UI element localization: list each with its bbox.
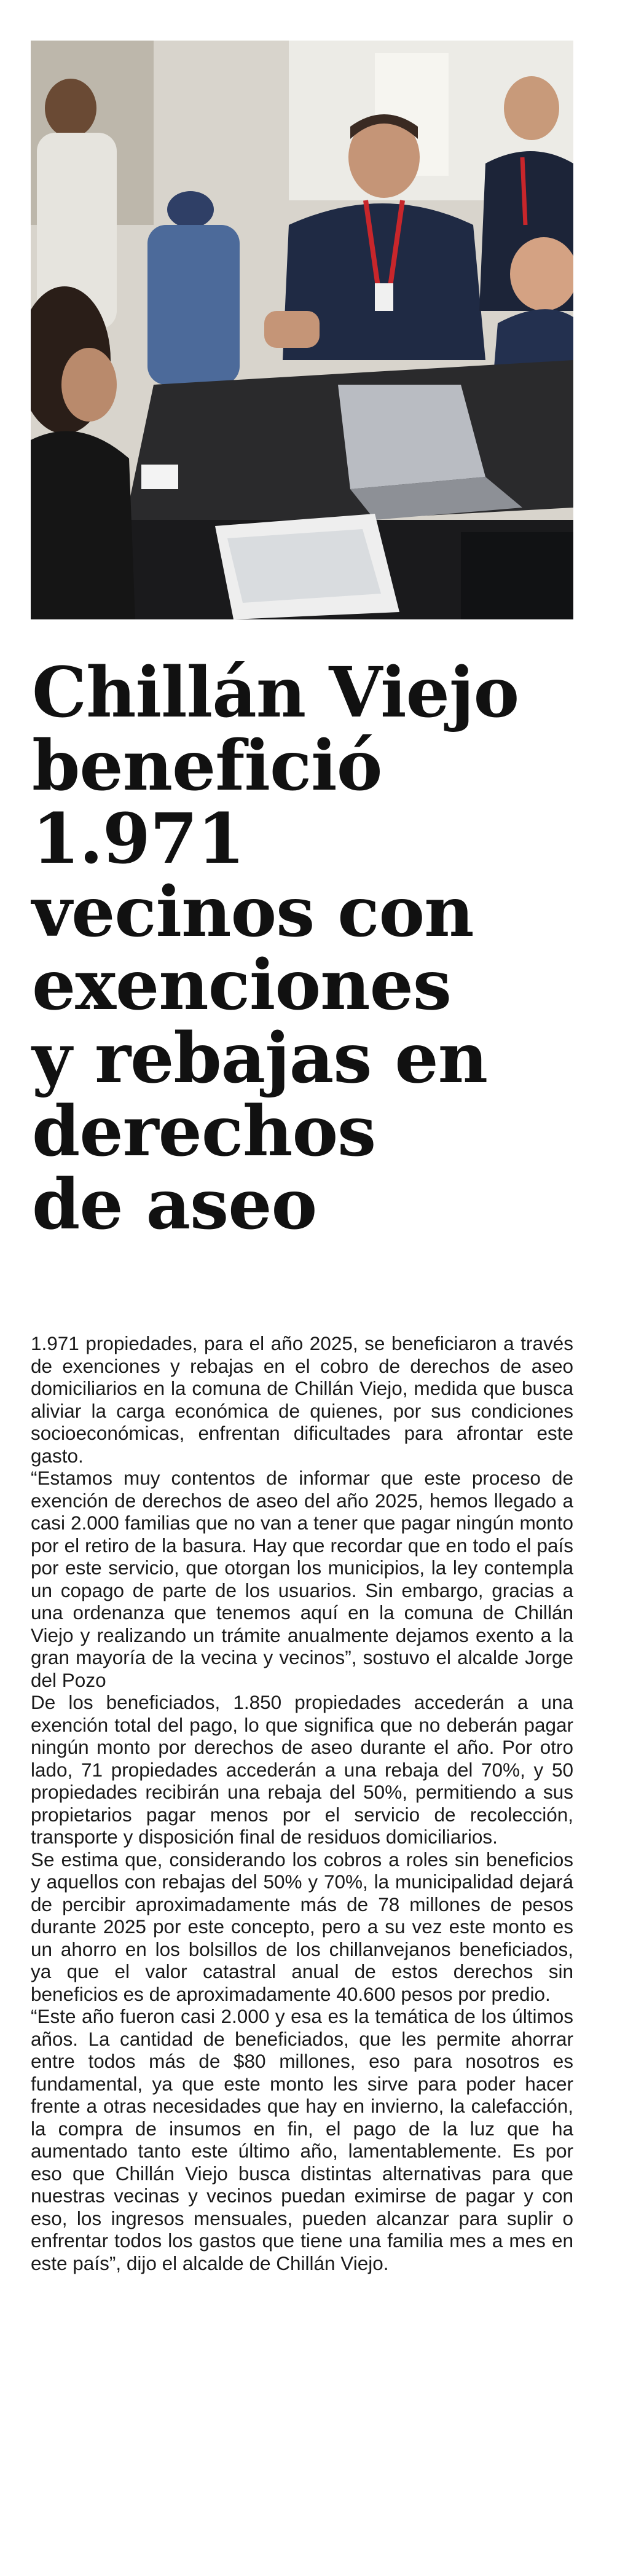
article-photo [31,41,573,619]
headline-line: 1.971 [32,799,245,879]
article-paragraph: De los beneficiados, 1.850 propiedades accederán a una exención total del pago, lo que significa que no deberán pagar ningún monto por derechos de aseo durante el año. Por otro lado, 71 propiedades accederán a una rebaja del 70%, y 50 propiedades recibirán una rebaja del 50%, permitiendo a sus propietarios pagar menos por el servicio de recolección, transporte y disposición final de residuos domiciliarios. [31,1691,573,1848]
headline-line: de aseo [32,1164,317,1245]
article-paragraph: “Este año fueron casi 2.000 y esa es la temática de los últimos años. La cantidad de beneficiados, que les permite ahorrar entre todos más de $80 millones, eso para nosotros es fundamental, ya que este monto les sirve para poder hacer frente a otras necesidades que hay en invierno, la calefacción, la compra de insumos en fin, el pago de la luz que ha aumentado tanto este último año, lamentablemente. Es por eso que Chillán Viejo busca distintas alternativas para que nuestras vecinas y vecinos puedan eximirse de pagar y con eso, los ingresos mensuales, pueden alcanzar para suplir o enfrentar todos los gastos que tiene una familia mes a mes en este país”, dijo el alcalde de Chillán Viejo. [31,2005,573,2274]
headline-line: benefició [32,726,382,806]
headline-line: exenciones [32,945,451,1026]
article-body [31,1332,573,2274]
headline [32,653,585,1245]
article-paragraph: 1.971 propiedades, para el año 2025, se beneficiaron a través de exenciones y rebajas en el cobro de derechos de aseo domiciliarios en la comuna de Chillán Viejo, medida que busca aliviar la carga económica de quienes, por sus condiciones socioeconómicas, enfrentan dificultades para afrontar este gasto. [31,1332,573,1467]
article-paragraph: “Estamos muy contentos de informar que este proceso de exención de derechos de aseo del año 2025, hemos llegado a casi 2.000 familias que no van a tener que pagar ningún monto por el retiro de la basura. Hay que recordar que en todo el país por este servicio, que otorgan los municipios, la ley contempla un copago de parte de los usuarios. Sin embargo, gracias a una ordenanza que tenemos aquí en la comuna de Chillán Viejo y realizando un trámite anualmente dejamos exento a la gran mayoría de la vecina y vecinos”, sostuvo el alcalde Jorge del Pozo [31,1467,573,1691]
article-paragraph: Se estima que, considerando los cobros a roles sin beneficios y aquellos con rebajas del 50% y 70%, la municipalidad dejará de percibir aproximadamente más de 78 millones de pesos durante 2025 por este concepto, pero a su vez este monto es un ahorro en los bolsillos de los chillanvejanos beneficiados, ya que el valor catastral anual de estos derechos sin beneficios es de aproximadamente 40.600 pesos por predio. [31,1848,573,2005]
headline-line: Chillán Viejo [32,653,519,733]
headline-line: y rebajas en [32,1018,488,1099]
headline-line: vecinos con [32,872,474,952]
headline-line: derechos [32,1091,376,1172]
photo-illustration [31,41,573,619]
